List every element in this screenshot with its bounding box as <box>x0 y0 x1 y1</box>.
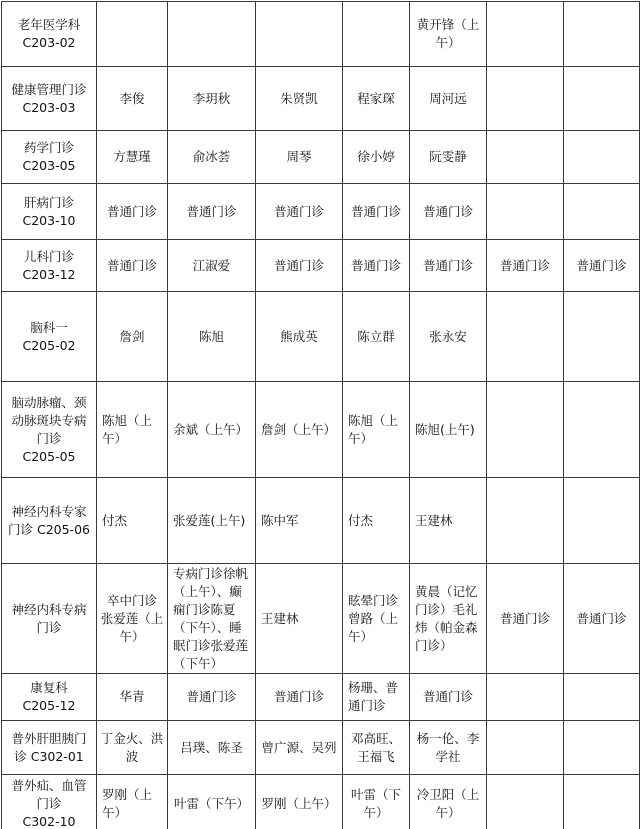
schedule-cell: 普通门诊 <box>168 184 256 240</box>
schedule-cell: 普通门诊 <box>168 674 256 721</box>
schedule-cell: 詹剑 <box>97 292 168 382</box>
schedule-cell <box>168 2 256 67</box>
table-row <box>2 292 640 382</box>
schedule-cell: 卒中门诊 张爱莲（上 午） <box>97 564 168 674</box>
schedule-cell: 张永安 <box>410 292 487 382</box>
schedule-cell <box>487 292 564 382</box>
clinic-schedule-table <box>1 1 640 829</box>
schedule-cell: 罗刚（上午） <box>256 775 343 829</box>
table-row <box>2 564 640 674</box>
schedule-cell: 曾广源、吴列 <box>256 721 343 775</box>
schedule-cell: 罗刚（上 午） <box>97 775 168 829</box>
schedule-cell: 周河远 <box>410 67 487 131</box>
schedule-cell <box>564 67 640 131</box>
schedule-cell <box>564 184 640 240</box>
schedule-cell <box>564 775 640 829</box>
schedule-cell: 吕璞、陈圣 <box>168 721 256 775</box>
schedule-cell: 黄晨（记忆 门诊）毛礼 炜（帕金森 门诊） <box>410 564 487 674</box>
schedule-cell: 陈旭 <box>168 292 256 382</box>
schedule-cell <box>564 2 640 67</box>
dept-cell: 药学门诊 C203-05 <box>2 131 97 184</box>
schedule-cell: 冷卫阳（上 午） <box>410 775 487 829</box>
schedule-cell <box>564 721 640 775</box>
schedule-cell <box>487 721 564 775</box>
schedule-cell: 李俊 <box>97 67 168 131</box>
schedule-cell: 普通门诊 <box>410 674 487 721</box>
schedule-cell <box>487 382 564 478</box>
schedule-cell: 黄开锋（上 午） <box>410 2 487 67</box>
table-row <box>2 721 640 775</box>
schedule-cell: 王建林 <box>410 478 487 564</box>
schedule-cell: 叶雷（下午） <box>168 775 256 829</box>
schedule-cell: 江淑爱 <box>168 240 256 292</box>
table-row <box>2 674 640 721</box>
schedule-cell <box>564 478 640 564</box>
schedule-cell: 熊成英 <box>256 292 343 382</box>
schedule-cell <box>487 131 564 184</box>
schedule-cell <box>487 478 564 564</box>
schedule-cell <box>487 674 564 721</box>
schedule-cell: 余斌（上午） <box>168 382 256 478</box>
schedule-cell: 普通门诊 <box>343 184 410 240</box>
dept-cell: 神经内科专病 门诊 <box>2 564 97 674</box>
schedule-cell: 普通门诊 <box>343 240 410 292</box>
schedule-cell: 华青 <box>97 674 168 721</box>
dept-cell: 脑科一 C205-02 <box>2 292 97 382</box>
dept-cell: 神经内科专家 门诊 C205-06 <box>2 478 97 564</box>
schedule-cell: 阮雯静 <box>410 131 487 184</box>
schedule-cell: 普通门诊 <box>410 184 487 240</box>
table-row <box>2 240 640 292</box>
schedule-cell: 丁金火、洪 波 <box>97 721 168 775</box>
schedule-cell <box>97 2 168 67</box>
schedule-cell: 普通门诊 <box>97 184 168 240</box>
schedule-cell: 专病门诊徐帆 （上午）、癫 痫门诊陈夏 （下午）、睡 眠门诊张爱莲 （下午） <box>168 564 256 674</box>
table-row <box>2 775 640 829</box>
schedule-cell <box>256 2 343 67</box>
schedule-cell: 邓高旺、 王福飞 <box>343 721 410 775</box>
schedule-cell: 普通门诊 <box>564 240 640 292</box>
dept-cell: 康复科 C205-12 <box>2 674 97 721</box>
schedule-cell <box>564 674 640 721</box>
schedule-cell: 王建林 <box>256 564 343 674</box>
schedule-cell: 普通门诊 <box>97 240 168 292</box>
schedule-cell: 杨一伦、李 学社 <box>410 721 487 775</box>
table-row <box>2 382 640 478</box>
dept-cell: 健康管理门诊 C203-03 <box>2 67 97 131</box>
schedule-cell <box>487 67 564 131</box>
schedule-cell: 朱贤凯 <box>256 67 343 131</box>
schedule-cell <box>343 2 410 67</box>
schedule-cell: 普通门诊 <box>564 564 640 674</box>
schedule-cell: 周琴 <box>256 131 343 184</box>
schedule-cell: 程家琛 <box>343 67 410 131</box>
dept-cell: 儿科门诊 C203-12 <box>2 240 97 292</box>
schedule-cell: 俞冰荟 <box>168 131 256 184</box>
schedule-cell: 陈旭(上午) <box>410 382 487 478</box>
table-row <box>2 131 640 184</box>
schedule-cell: 普通门诊 <box>256 674 343 721</box>
schedule-cell: 杨珊、普 通门诊 <box>343 674 410 721</box>
schedule-cell <box>487 2 564 67</box>
schedule-cell: 陈旭（上 午） <box>97 382 168 478</box>
schedule-cell: 徐小婷 <box>343 131 410 184</box>
schedule-cell: 普通门诊 <box>487 564 564 674</box>
table-row <box>2 67 640 131</box>
dept-cell: 老年医学科 C203-02 <box>2 2 97 67</box>
schedule-cell: 李玥秋 <box>168 67 256 131</box>
schedule-cell: 眩晕门诊 曾路（上 午） <box>343 564 410 674</box>
dept-cell: 肝病门诊 C203-10 <box>2 184 97 240</box>
schedule-cell: 詹剑（上午） <box>256 382 343 478</box>
dept-cell: 普外疝、血管 门诊 C302-10 <box>2 775 97 829</box>
schedule-cell: 普通门诊 <box>410 240 487 292</box>
schedule-cell <box>564 131 640 184</box>
schedule-cell: 陈立群 <box>343 292 410 382</box>
dept-cell: 脑动脉瘤、颈 动脉斑块专病 门诊 C205-05 <box>2 382 97 478</box>
schedule-cell <box>487 184 564 240</box>
schedule-cell: 张爱莲(上午) <box>168 478 256 564</box>
schedule-cell <box>487 775 564 829</box>
table-row <box>2 2 640 67</box>
schedule-cell: 普通门诊 <box>487 240 564 292</box>
schedule-cell: 方慧瑾 <box>97 131 168 184</box>
schedule-cell <box>564 382 640 478</box>
schedule-cell: 付杰 <box>97 478 168 564</box>
schedule-cell: 陈中军 <box>256 478 343 564</box>
schedule-cell: 付杰 <box>343 478 410 564</box>
dept-cell: 普外肝胆胰门 诊 C302-01 <box>2 721 97 775</box>
schedule-cell: 陈旭（上 午） <box>343 382 410 478</box>
schedule-cell <box>564 292 640 382</box>
table-row <box>2 184 640 240</box>
table-row <box>2 478 640 564</box>
schedule-cell: 普通门诊 <box>256 240 343 292</box>
schedule-cell: 普通门诊 <box>256 184 343 240</box>
schedule-cell: 叶雷（下 午） <box>343 775 410 829</box>
